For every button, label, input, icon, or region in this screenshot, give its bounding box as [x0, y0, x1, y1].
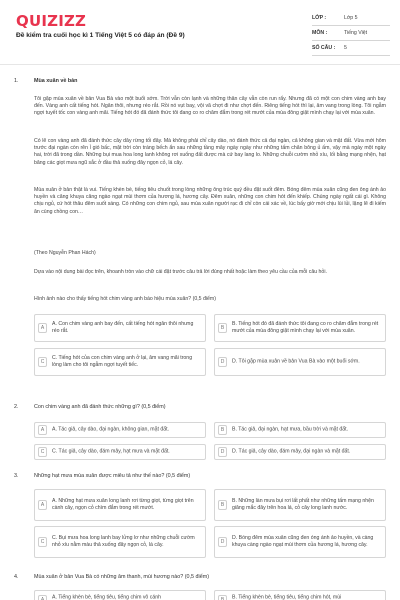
option-letter: A — [38, 425, 47, 435]
question-title: Những hạt mưa mùa xuân được miêu tả như thế nào? (0,5 điểm) — [34, 473, 191, 479]
option-text: B. Tác giả, đại ngàn, hạt mưa, bầu trời và mặt đất. — [232, 426, 349, 433]
answer-option[interactable] — [34, 590, 206, 600]
passage-paragraph: Có lẽ con vàng anh đã đánh thức cây dây rừng tối đây. Mà không phải chỉ cây dào, nó đánh thức cả đại ngàn, cả không gian và mặt đất. Vừa mới hôm trước đại ngàn còn rên ỉ gió bấc, mặt trời còn tráng bếch ẩn sau những tầng mây ngày ngày như những tấm chăn bông ủ ấm, vậy mà ngày một ngày hai, trời đã trong dần. Những bụi mua hoa long lanh không rơi xuống đất được mà cứ bay lang lo. Những chuỗi cườm nhỏ xíu, lối bằng mạng nhện, hạt băng các giọt mưa ngũ sắc ở đầu thả xuống đây ngọn cỏ, lá cây. — [34, 138, 386, 166]
option-letter: C — [38, 447, 47, 457]
answer-option[interactable] — [214, 422, 386, 438]
answer-option[interactable] — [214, 348, 386, 376]
answer-option[interactable] — [34, 526, 206, 558]
meta-key: LỚP : — [312, 15, 327, 21]
option-letter: A — [38, 595, 47, 600]
meta-info-box — [312, 11, 390, 56]
option-letter: D — [218, 357, 227, 367]
answer-option[interactable] — [34, 314, 206, 342]
option-letter: C — [38, 537, 47, 547]
meta-row-class — [312, 11, 390, 26]
answer-option[interactable] — [214, 526, 386, 558]
option-text: B. Tiếng hót đó đã đánh thức tôi đang co ro chăm đắm trong rét mướt của mùa đông giật mình chạy lại với mùa xuân. — [232, 321, 379, 334]
answer-option[interactable] — [34, 422, 206, 438]
question-number: 4. — [14, 574, 19, 580]
instructions: Dựa vào nội dung bài đọc trên, khoanh tròn vào chữ cái đặt trước câu trả lời đúng nhất hoặc làm theo yêu cầu của mỗi câu hỏi. — [34, 269, 327, 275]
question-title: Mùa xuân ở bản Vua Bà có những âm thanh, mùi hương nào? (0,5 điểm) — [34, 574, 210, 580]
header-divider — [0, 64, 400, 65]
meta-value: 5 — [344, 45, 347, 51]
option-letter: B — [218, 323, 227, 333]
answer-option[interactable] — [34, 444, 206, 460]
passage-paragraph: Mùa xuân ở bản thật là vui. Tiếng khèn bè, tiếng tiêu chuốt trong lòng những ông trúc quý đều đặt suốt đêm. Bóng đêm mùa xuân cũng đen ông ánh ảo huyền và căng khuya căng ngào ngạt mùi thơm của hương lá, hương cây. Đêm xuân, những con chim hót đến khiếp. Chúng ngày ngất cái gì. Không chịu ngủ, cứ hót thâu đêm suốt sáng. Có những con chim ngủ, sau mùa xuân người rạc đi chỉ còn cái xác về, lúc bấy giờ mới chịu lùi lủi, lặng lẽ đi kiếm ăn cùng chồng con… — [34, 187, 386, 215]
option-letter: A — [38, 500, 47, 510]
question-number: 2. — [14, 404, 19, 410]
meta-row-count — [312, 41, 390, 56]
meta-value: Tiếng Việt — [344, 30, 368, 36]
option-text: A. Những hạt mưa xuân long lanh rơi từng giọt, từng giọt trên cành cây, ngọn cỏ chìm đắm trong rét mướt. — [52, 498, 194, 511]
question-prompt: Hình ảnh nào cho thấy tiếng hót chim vàng anh báo hiệu mùa xuân? (0,5 điểm) — [34, 296, 216, 302]
option-letter: B — [218, 500, 227, 510]
quizizz-logo: QUIZIZZ — [16, 12, 87, 30]
answer-option[interactable] — [214, 444, 386, 460]
question-number: 3. — [14, 473, 19, 479]
option-text: A. Con chim vàng anh bay đến, cất tiếng hót ngân thôi nhưng réo rắt. — [52, 321, 194, 334]
answer-option[interactable] — [34, 489, 206, 521]
meta-key: MÔN : — [312, 30, 328, 36]
document-header — [0, 0, 400, 70]
meta-row-subject — [312, 26, 390, 41]
question-title: Con chim vàng anh đã đánh thức những gì? (0,5 điểm) — [34, 404, 166, 410]
option-text: A. Tiếng khèn bè, tiếng tiêu, tiếng chim vô cánh — [52, 594, 162, 600]
option-letter: A — [38, 323, 47, 333]
question-title: Mùa xuân về bản — [34, 78, 78, 84]
page-title: Đề kiểm tra cuối học kì 1 Tiếng Việt 5 có đáp án (Đề 9) — [16, 32, 185, 39]
answer-option[interactable] — [214, 590, 386, 600]
answer-option[interactable] — [34, 348, 206, 376]
option-text: D. Tôi gặp mùa xuân về bản Vua Bà vào một buổi sớm. — [232, 358, 360, 365]
passage-paragraph: Tôi gặp mùa xuân về bản Vua Bà vào một buổi sớm. Trời vẫn còn lạnh và những thân cây vẫn còn run rẩy. Nhưng đã có một con chim vàng anh bay đến. Vàng anh cất tiếng hót. Ngân thôi, nhưng réo rắt. Rồi nó vụt bay, vội vã chợt đi như chợt đến. Riêng tiếng hót thì lại, âm vang trong lòng. Tôi ngẫm ngợi tuyết tốc con vàng anh mãi. Tiếng hót đó đã đánh thức tôi đang co ro chăm đắm trong rét mướt của mùa đông giật mình chạy lại với mùa xuân. — [34, 96, 386, 117]
meta-value: Lớp 5 — [344, 15, 358, 21]
option-text: C. Tác giả, cây dào, đám mây, hạt mưa và mặt đất. — [52, 448, 170, 455]
option-letter: B — [218, 595, 227, 600]
option-letter: C — [38, 357, 47, 367]
option-text: D. Tác giả, cây dào, đám mây, đại ngàn và mặt đất. — [232, 448, 351, 455]
question-number: 1. — [14, 78, 19, 84]
option-text: D. Bóng đêm mùa xuân cũng đen óng ánh ảo huyền, và càng khuya càng ngào ngạt mùi thơm của hương lá, hương cây. — [232, 535, 374, 548]
option-letter: B — [218, 425, 227, 435]
passage-source: (Theo Nguyễn Phan Hách) — [34, 250, 96, 256]
answer-option[interactable] — [214, 489, 386, 521]
option-letter: D — [218, 537, 227, 547]
answer-option[interactable] — [214, 314, 386, 342]
option-text: B. Tiếng khèn bè, tiếng tiêu, tiếng chim hót, mùi — [232, 594, 342, 600]
option-letter: D — [218, 447, 227, 457]
option-text: A. Tác giả, cây dào, đại ngàn, không gian, mặt đất. — [52, 426, 169, 433]
meta-key: SỐ CÂU : — [312, 45, 336, 51]
option-text: C. Bụi mưa hoa long lanh bay lửng lơ như những chuỗi cườm nhỏ xíu nằm màu thả xuống đây ngọn cỏ, lá cây. — [52, 535, 195, 548]
option-text: B. Những làn mưa bụi rơi lất phất như những tấm mạng nhện giăng mắc đây trên hoa lá, cỏ cây long lanh nước. — [232, 498, 374, 511]
option-text: C. Tiếng hót của con chim vàng anh ở lại, âm vang mãi trong lòng làm cho tôi ngẫm ngợi tuyết tiếc. — [52, 355, 193, 368]
